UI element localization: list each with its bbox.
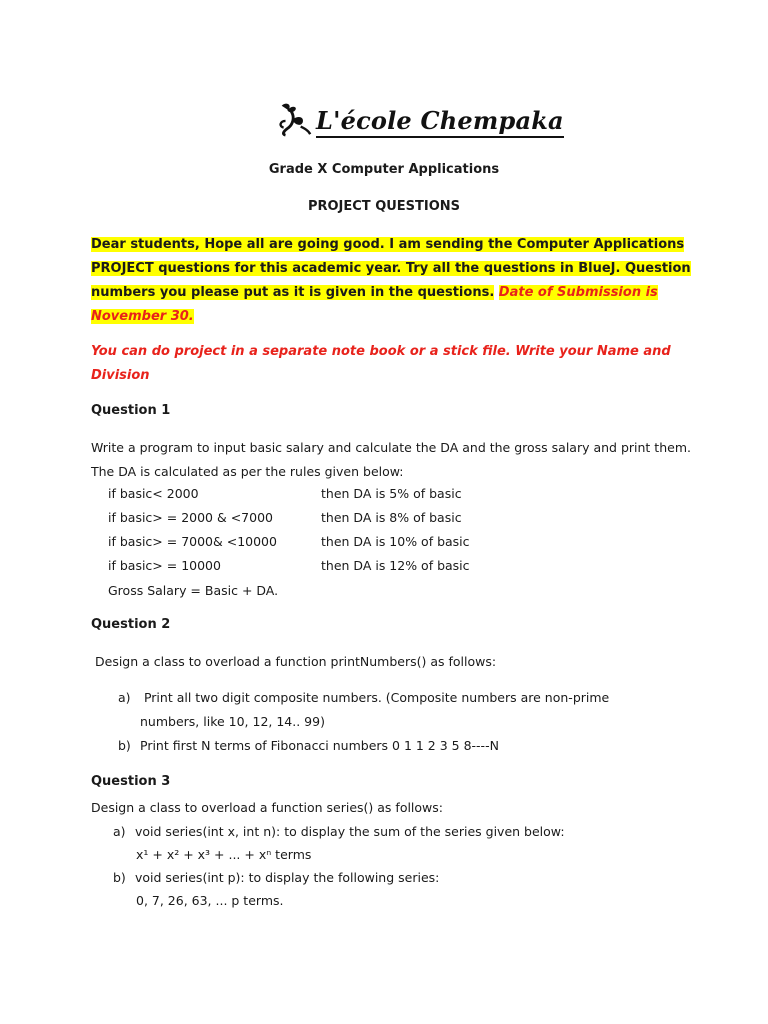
- question-3-heading: Question 3: [91, 774, 171, 789]
- school-logo: [276, 100, 564, 138]
- list-marker: b): [118, 738, 131, 753]
- da-rule-condition: if basic< 2000: [108, 486, 199, 501]
- notice-highlighted-text: Dear students, Hope all are going good. I am sending the Computer Applications PROJECT questions for this academic year. Try all the questions in BlueJ. Question numbers you please put as it is given in the questions.: [91, 237, 691, 300]
- list-item-continuation: numbers, like 10, 12, 14.. 99): [140, 714, 325, 729]
- submission-date: Date of Submission is November 30.: [91, 285, 658, 324]
- da-rule-row: [108, 486, 462, 501]
- list-item: [113, 820, 565, 844]
- list-item-text: Print first N terms of Fibonacci numbers 0 1 1 2 3 5 8----N: [140, 738, 499, 753]
- da-rule-row: [108, 534, 470, 549]
- da-rule-result: then DA is 8% of basic: [321, 510, 462, 525]
- da-rule-result: then DA is 5% of basic: [321, 486, 462, 501]
- da-rule-row: [108, 510, 462, 525]
- list-item-text: void series(int x, int n): to display the sum of the series given below:: [135, 824, 565, 839]
- document-title: Grade X Computer Applications: [268, 162, 500, 177]
- series-values: 0, 7, 26, 63, ... p terms.: [136, 893, 284, 908]
- list-marker: a): [118, 690, 131, 705]
- da-rule-condition: if basic> = 7000& <10000: [108, 534, 277, 549]
- question-2-intro: Design a class to overload a function printNumbers() as follows:: [95, 654, 497, 669]
- list-item: [113, 866, 439, 890]
- da-rule-result: then DA is 12% of basic: [321, 558, 470, 573]
- list-item: [118, 686, 609, 710]
- school-name: L'école Chempaka: [316, 108, 564, 138]
- list-item-text: void series(int p): to display the following series:: [135, 870, 440, 885]
- question-3-intro: Design a class to overload a function series() as follows:: [91, 800, 444, 815]
- gross-salary-formula: Gross Salary = Basic + DA.: [108, 583, 279, 598]
- question-2-heading: Question 2: [91, 617, 171, 632]
- document-subtitle: PROJECT QUESTIONS: [307, 199, 461, 214]
- project-note: You can do project in a separate note book or a stick file. Write your Name and Division: [91, 344, 671, 383]
- da-rule-condition: if basic> = 2000 & <7000: [108, 510, 273, 525]
- list-item-text: Print all two digit composite numbers. (Composite numbers are non-prime: [140, 690, 610, 705]
- da-rule-result: then DA is 10% of basic: [321, 534, 470, 549]
- question-1-intro: Write a program to input basic salary and calculate the DA and the gross salary and print them. The DA is calculated as per the rules given below:: [91, 440, 691, 479]
- notice-paragraph: [91, 233, 691, 329]
- da-rule-row: [108, 558, 470, 573]
- da-rule-condition: if basic> = 10000: [108, 558, 221, 573]
- series-formula: x¹ + x² + x³ + ... + xⁿ terms: [136, 847, 312, 862]
- list-marker: b): [113, 870, 126, 885]
- list-item: [118, 734, 499, 758]
- list-marker: a): [113, 824, 126, 839]
- question-1-heading: Question 1: [91, 403, 171, 418]
- flower-emblem-icon: [276, 100, 314, 138]
